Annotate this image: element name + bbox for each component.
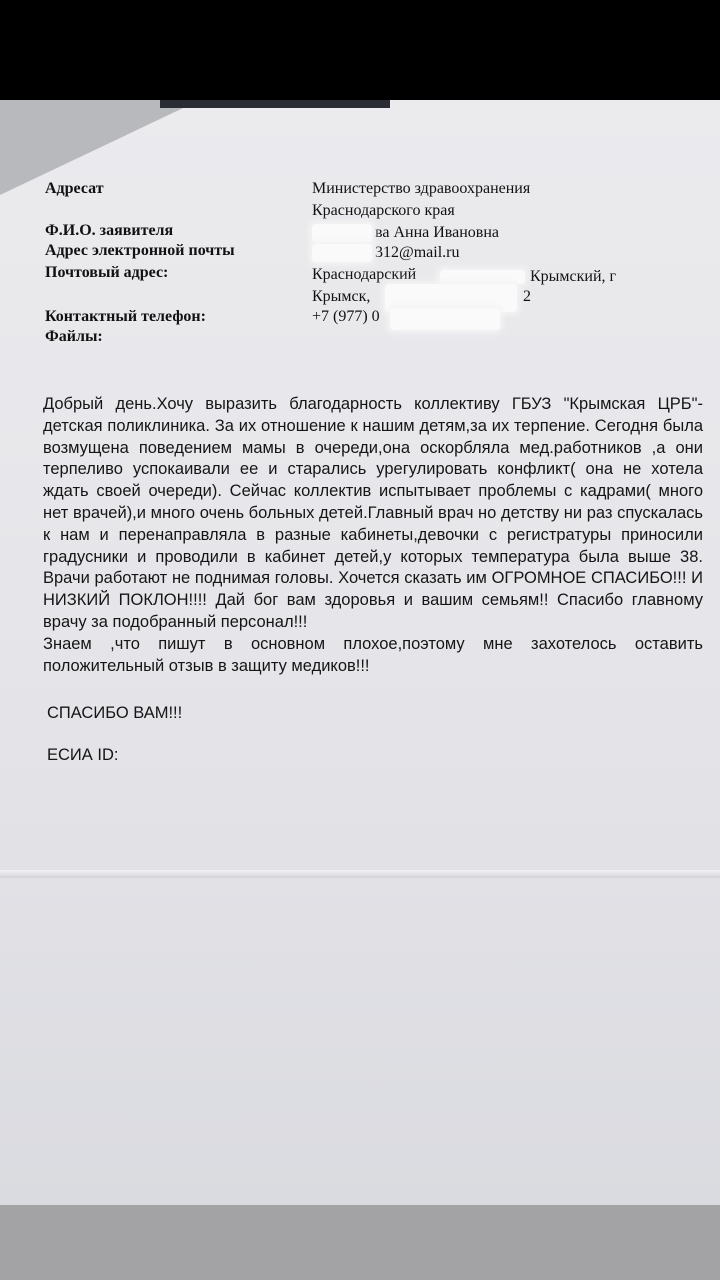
- letter-body: [43, 394, 703, 677]
- postal-value-line1: Краснодарский: [312, 266, 417, 283]
- esia-id-label: ЕСИА ID:: [47, 746, 119, 764]
- document-photo: [0, 100, 720, 1205]
- bottom-gray-bar: [0, 1205, 720, 1280]
- redaction-mark: [440, 270, 525, 284]
- closing-thanks: СПАСИБО ВАМ!!!: [47, 704, 183, 722]
- letter-paragraph-1: Добрый день.Хочу выразить благодарность коллективу ГБУЗ "Крымская ЦРБ"- детская поликлиника. За их отношение к нашим детям,за их терпение. Сегодня была возмущена поведением мамы в очереди,она оскорбляла мед.работников ,а они терпеливо успокаивали ее и старались урегулировать конфликт( она не хотела ждать своей очереди). Сейчас коллектив испытывает проблемы с кадрами( много нет врачей),и много очень больных детей.Главный врач но детству ни раз спускалась к нам и перенаправляла в разные кабинеты,девочки с регистратуры приносили градусники и проводили в кабинет детей,у которых температура была выше 38. Врачи работают не поднимая головы. Хочется сказать им ОГРОМНОЕ СПАСИБО!!! И НИЗКИЙ ПОКЛОН!!!! Дай бог вам здоровья и вашим семьям!! Спасибо главному врачу за подобранный персонал!!!: [43, 395, 703, 631]
- name-value: ва Анна Ивановна: [375, 224, 500, 241]
- phone-value: +7 (977) 0: [312, 308, 380, 325]
- files-label: Файлы:: [45, 328, 103, 345]
- postal-value-line2: Крымск,: [312, 288, 371, 305]
- email-value: 312@mail.ru: [375, 244, 460, 261]
- postal-label: Почтовый адрес:: [45, 264, 169, 281]
- postal-value-line1b: Крымский, г: [530, 268, 617, 285]
- redaction-mark: [390, 308, 500, 330]
- top-black-bar: [0, 0, 720, 100]
- addressee-value-line1: Министерство здравоохранения: [312, 180, 531, 197]
- name-label: Ф.И.О. заявителя: [45, 222, 174, 239]
- redaction-mark: [312, 244, 372, 262]
- paper-fold-line: [0, 870, 720, 878]
- addressee-value-line2: Краснодарского края: [312, 202, 455, 219]
- redaction-mark: [312, 224, 372, 242]
- email-label: Адрес электронной почты: [45, 242, 235, 259]
- letter-paragraph-2: Знаем ,что пишут в основном плохое,поэтому мне захотелось оставить положительный отзыв в защиту медиков!!!: [43, 634, 703, 675]
- postal-value-line2b: 2: [523, 288, 531, 305]
- background-edge: [160, 100, 390, 108]
- phone-label: Контактный телефон:: [45, 308, 206, 325]
- addressee-label: Адресат: [45, 180, 104, 197]
